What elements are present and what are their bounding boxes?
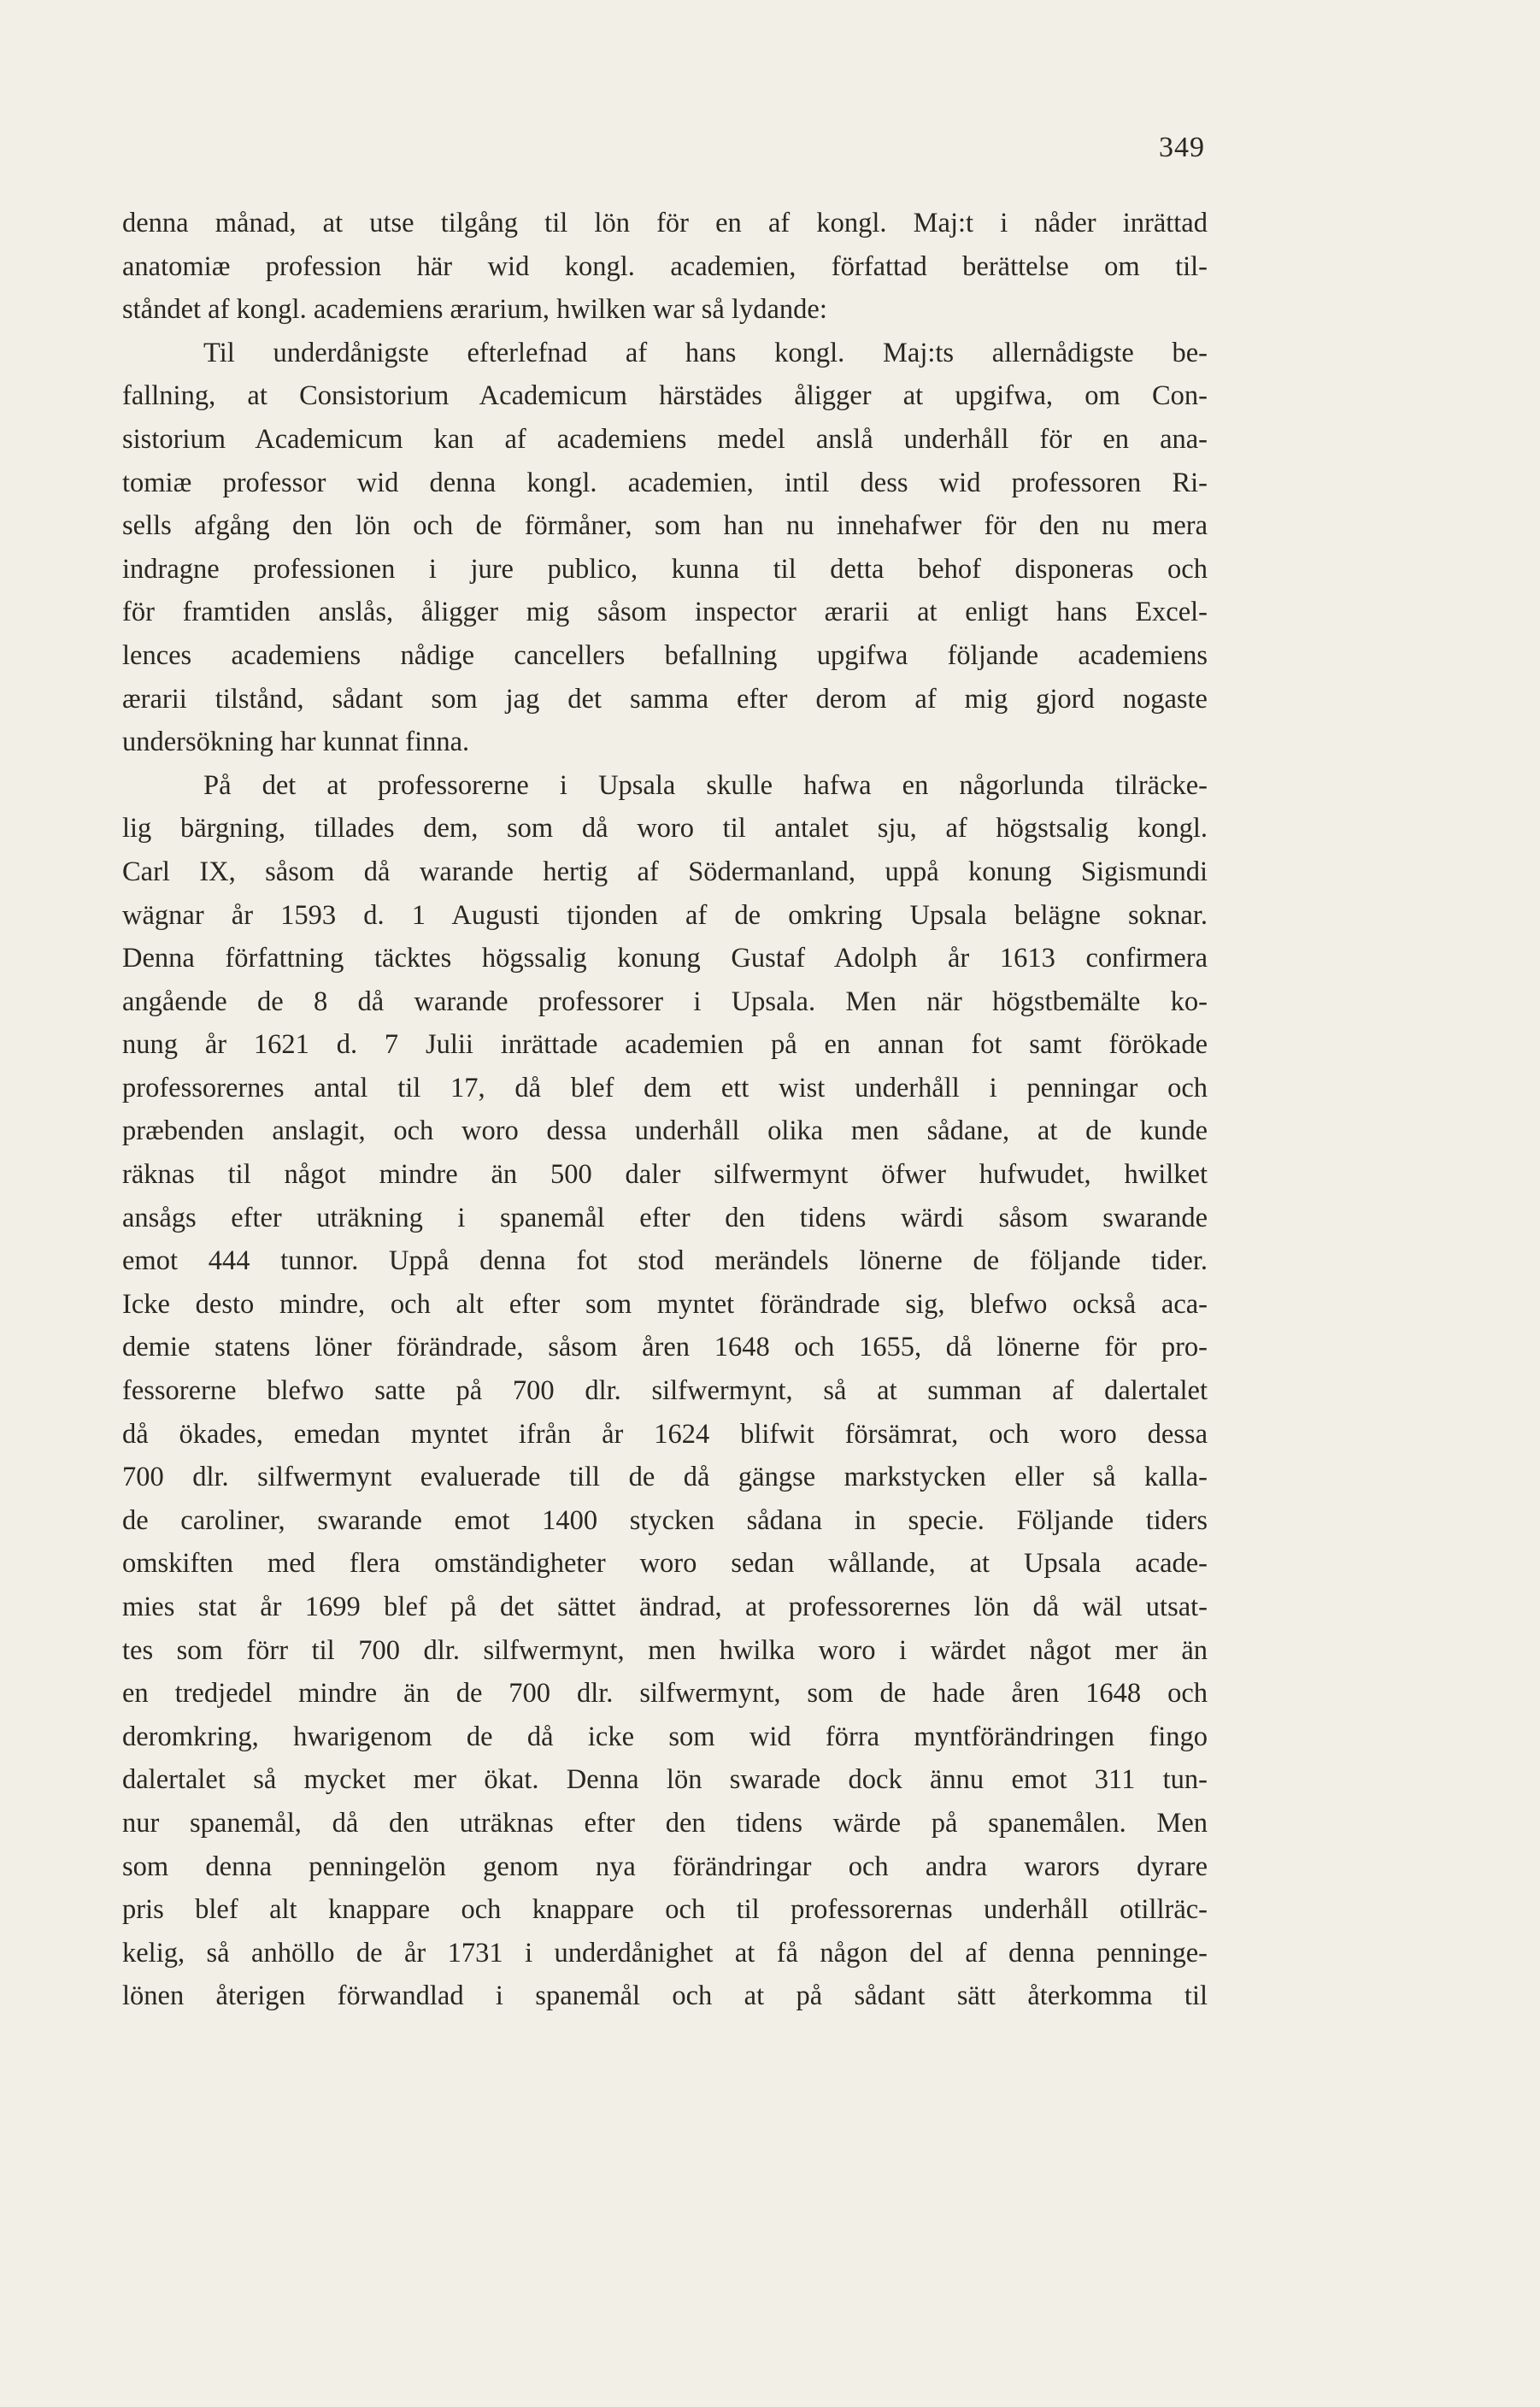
text-line: mies stat år 1699 blef på det sättet ändrad, at professorernes lön då wäl utsat- [122,1592,1208,1622]
text-line: Carl IX, såsom då warande hertig af Södermanland, uppå konung Sigismundi [122,856,1208,887]
text-line: räknas til något mindre än 500 daler silfwermynt öfwer hufwudet, hwilket [122,1159,1208,1191]
text-line: då ökades, emedan myntet ifrån år 1624 blifwit försämrat, och woro dessa [122,1418,1208,1450]
text-line: för framtiden anslås, åligger mig såsom inspector ærarii at enligt hans Excel- [122,597,1208,628]
text-line: Icke desto mindre, och alt efter som myntet förändrade sig, blefwo också aca- [122,1288,1208,1320]
text-line: lig bärgning, tillades dem, som då woro til antalet sju, af högstsalig kongl. [122,813,1208,845]
text-line: som denna penningelön genom nya förändringar och andra warors dyrare [122,1851,1208,1882]
text-line: Denna författning täcktes högssalig konung Gustaf Adolph år 1613 confirmera [122,943,1208,974]
text-line: indragne professionen i jure publico, kunna til detta behof disponeras och [122,553,1208,585]
text-line: professorernes antal til 17, då blef dem ett wist underhåll i penningar och [122,1072,1208,1103]
text-line: undersökning har kunnat finna. [122,727,470,758]
text-line: wägnar år 1593 d. 1 Augusti tijonden af de omkring Upsala belägne soknar. [122,899,1208,931]
text-line: nur spanemål, då den uträknas efter den tidens wärde på spanemålen. Men [122,1807,1208,1839]
text-line: præbenden anslagit, och woro dessa underhåll olika men sådane, at de kunde [122,1115,1208,1147]
text-line: en tredjedel mindre än de 700 dlr. silfwermynt, som de hade åren 1648 och [122,1678,1208,1710]
text-line: ståndet af kongl. academiens ærarium, hwilken war så lydande: [122,294,827,326]
text-line: deromkring, hwarigenom de då icke som wid förra myntförändringen fingo [122,1721,1208,1752]
text-line: anatomiæ profession här wid kongl. academien, författad berättelse om til- [122,250,1208,282]
text-line: nung år 1621 d. 7 Julii inrättade academien på en annan fot samt förökade [122,1029,1208,1061]
body-text [122,202,1208,2018]
text-line: denna månad, at utse tilgång til lön för en af kongl. Maj:t i nåder inrättad [122,208,1208,238]
text-line: Til underdånigste efterlefnad af hans kongl. Maj:ts allernådigste be- [203,337,1208,368]
text-line: pris blef alt knappare och knappare och til professorernas underhåll otillräc- [122,1894,1208,1926]
text-line: kelig, så anhöllo de år 1731 i underdånighet at få någon del af denna penninge- [122,1937,1208,1969]
text-line: lönen återigen förwandlad i spanemål och at på sådant sätt återkomma til [122,1980,1208,2012]
text-line: sells afgång den lön och de förmåner, som han nu innehafwer för den nu mera [122,510,1208,542]
text-line: På det at professorerne i Upsala skulle hafwa en någorlunda tilräcke- [203,769,1208,801]
text-line: tomiæ professor wid denna kongl. academien, intil dess wid professoren Ri- [122,467,1208,498]
text-line: fallning, at Consistorium Academicum härstädes åligger at upgifwa, om Con- [122,380,1208,412]
text-line: angående de 8 då warande professorer i Upsala. Men när högstbemälte ko- [122,986,1208,1017]
text-line: de caroliner, swarande emot 1400 stycken sådana in specie. Följande tiders [122,1504,1208,1536]
text-line: fessorerne blefwo satte på 700 dlr. silfwermynt, så at summan af dalertalet [122,1375,1208,1407]
text-line: dalertalet så mycket mer ökat. Denna lön swarade dock ännu emot 311 tun- [122,1764,1208,1796]
text-line: demie statens löner förändrade, såsom åren 1648 och 1655, då lönerne för pro- [122,1332,1208,1363]
text-line: ærarii tilstånd, sådant som jag det samma efter derom af mig gjord nogaste [122,683,1208,715]
text-line: lences academiens nådige cancellers befallning upgifwa följande academiens [122,639,1208,671]
text-line: ansågs efter uträkning i spanemål efter den tidens wärdi såsom swarande [122,1202,1208,1233]
text-line: omskiften med flera omständigheter woro sedan wållande, at Upsala acade- [122,1548,1208,1580]
text-line: emot 444 tunnor. Uppå denna fot stod merändels lönerne de följande tider. [122,1245,1208,1277]
page-number: 349 [1159,132,1205,163]
text-line: 700 dlr. silfwermynt evaluerade till de då gängse markstycken eller så kalla- [122,1462,1208,1493]
text-line: sistorium Academicum kan af academiens medel anslå underhåll för en ana- [122,423,1208,455]
text-line: tes som förr til 700 dlr. silfwermynt, men hwilka woro i wärdet något mer än [122,1634,1208,1666]
